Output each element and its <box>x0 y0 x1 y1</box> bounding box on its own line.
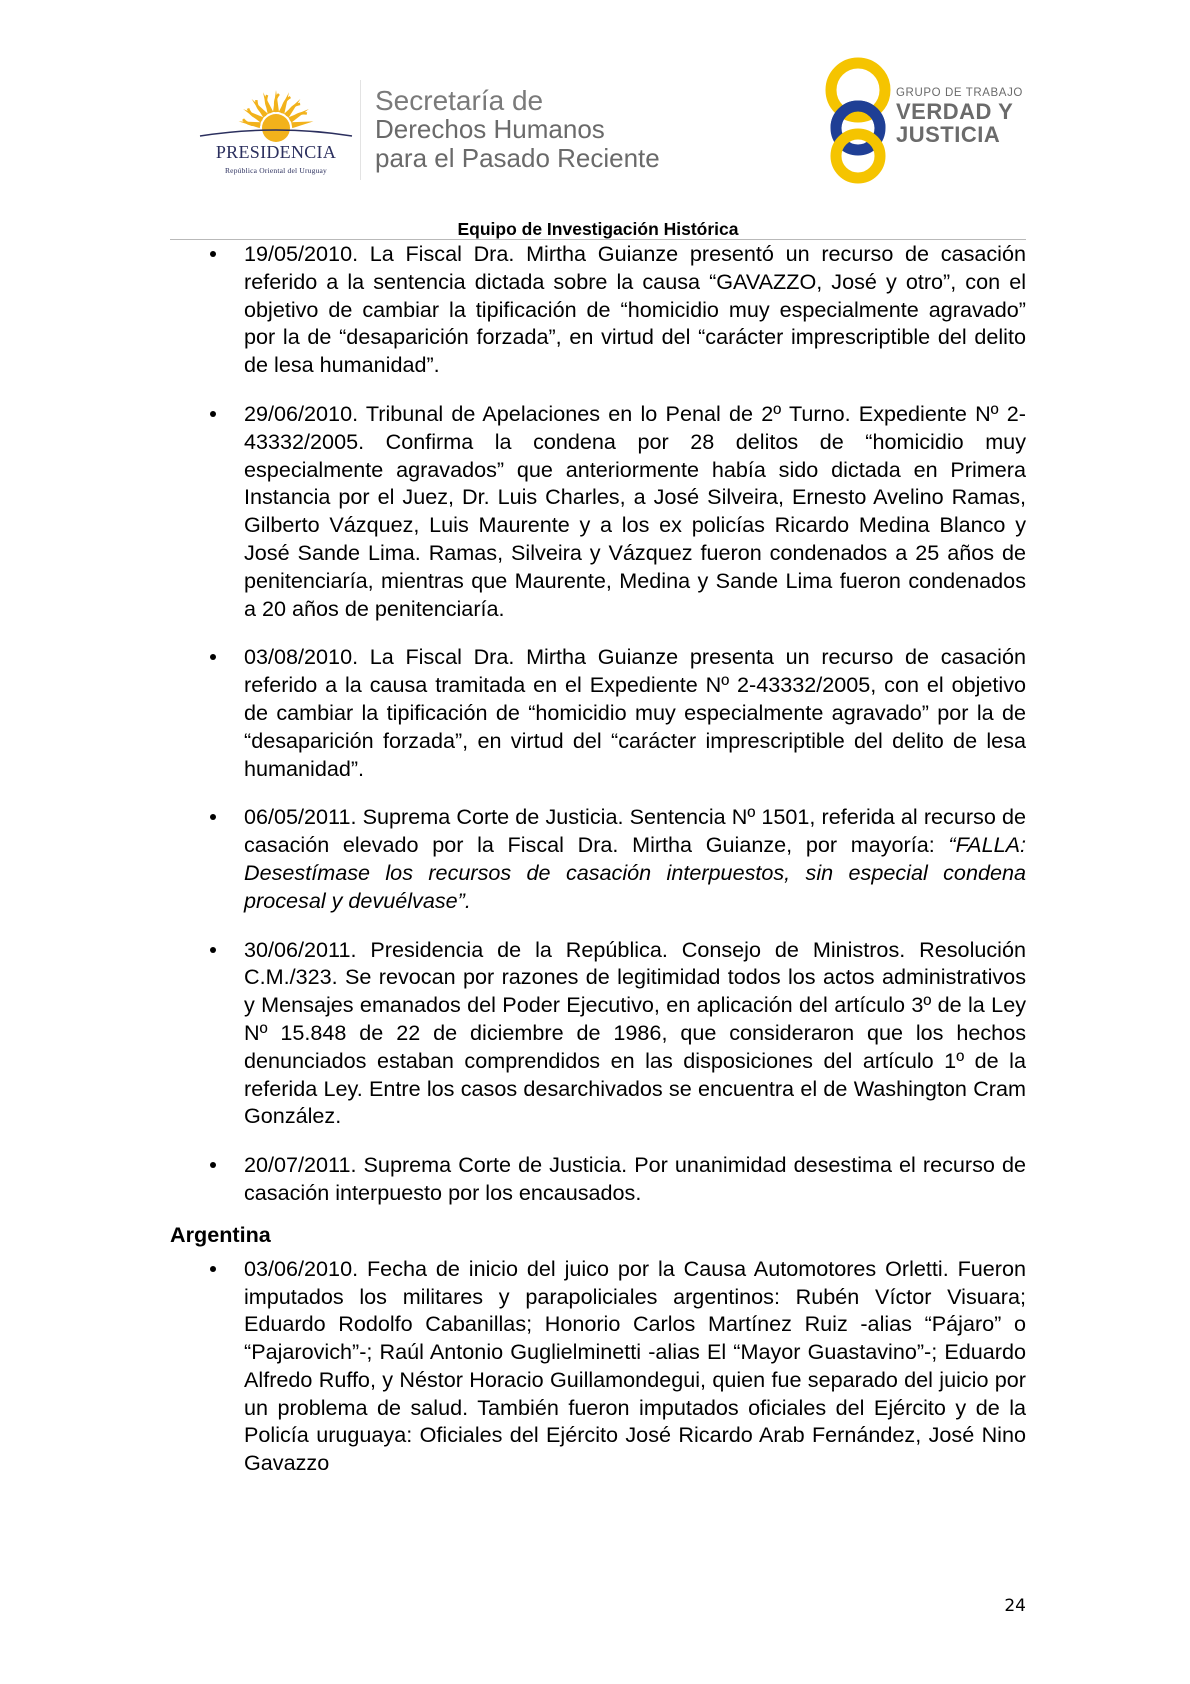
secretaria-line-2: Derechos Humanos <box>375 114 605 144</box>
presidencia-name: PRESIDENCIA <box>215 142 337 162</box>
secretaria-logotype <box>375 86 715 173</box>
justicia-label: JUSTICIA <box>896 122 1001 147</box>
entry-text: 20/07/2011. Suprema Corte de Justicia. Por unanimidad desestima el recurso de casación interpuesto por los encausados. <box>244 1152 1026 1205</box>
list-item <box>170 400 1026 622</box>
grupo-de-trabajo-label: GRUPO DE TRABAJO <box>896 87 1023 99</box>
entry-text: 30/06/2011. Presidencia de la República. Consejo de Ministros. Resolución C.M./323. Se revocan por razones de legitimidad todos los actos administrativos y Mensajes emanados del Poder Ejecutivo, en aplicación del artículo 3º de la Ley Nº 15.848 de 22 de diciembre de 1986, que consideraron que los hechos denunciados estaban comprendidos en las disposiciones del artículo 1º de la referida Ley. Entre los casos desarchivados se encuentra el de Washington Cram González. <box>244 936 1026 1129</box>
bullet-icon <box>210 654 216 660</box>
bullet-icon <box>210 251 216 257</box>
presidencia-logo <box>196 80 356 180</box>
presidencia-subtitle: República Oriental del Uruguay <box>224 166 327 175</box>
entry-text: 19/05/2010. La Fiscal Dra. Mirtha Guianze presentó un recurso de casación referido a la sentencia dictada sobre la causa “GAVAZZO, José y otro”, con el objetivo de cambiar la tipificación de “homicidio muy especialmente agravado” por la de “desaparición forzada”, en virtud del “carácter imprescriptible del delito de lesa humanidad”. <box>244 241 1026 378</box>
page-number: 24 <box>1004 1596 1026 1616</box>
bullet-icon <box>210 947 216 953</box>
grupo-verdad-justicia-text <box>896 86 1036 146</box>
bullet-icon <box>210 814 216 820</box>
bullet-icon <box>210 411 216 417</box>
linked-rings-icon <box>818 56 898 184</box>
secretaria-line-3: para el Pasado Reciente <box>375 143 660 173</box>
page-header <box>0 0 1190 240</box>
list-item <box>170 936 1026 1131</box>
list-item <box>170 643 1026 782</box>
sun-emblem-icon <box>196 80 356 150</box>
grupo-verdad-justicia-logo <box>818 56 1028 184</box>
document-body <box>170 240 1026 1498</box>
header-divider <box>360 80 361 180</box>
secretaria-line-1: Secretaría de <box>375 85 544 116</box>
list-item <box>170 240 1026 379</box>
entry-text: 03/06/2010. Fecha de inicio del juico por la Causa Automotores Orletti. Fueron imputados los militares y parapoliciales argentinos: Rubén Víctor Visuara; Eduardo Rodolfo Cabanillas; Honorio Carlos Martínez Ruiz -alias “Pájaro” o “Pajarovich”-; Raúl Antonio Guglielminetti -alias El “Mayor Guastavino”-; Eduardo Alfredo Ruffo, y Néstor Horacio Guillamondegui, quien fue separado del juicio por un problema de salud. También fueron imputados oficiales del Ejército y de la Policía uruguaya: Oficiales del Ejército José Ricardo Arab Fernández, José Nino Gavazzo <box>244 1255 1026 1476</box>
bullet-icon <box>210 1162 216 1168</box>
bullet-icon <box>210 1266 216 1272</box>
argentina-timeline <box>170 1255 1026 1477</box>
entry-quote: “FALLA: Desestímase los recursos de casación interpuestos, sin especial condena procesal y devuélvase”. <box>244 832 1026 913</box>
list-item <box>170 1151 1026 1207</box>
list-item <box>170 1255 1026 1477</box>
entry-text: 29/06/2010. Tribunal de Apelaciones en lo Penal de 2º Turno. Expediente Nº 2-43332/2005. Confirma la condena por 28 delitos de “homicidio muy especialmente agravados” que anteriormente había sido dictada en Primera Instancia por el Juez, Dr. Luis Charles, a José Silveira, Ernesto Avelino Ramas, Gilberto Vázquez, Luis Maurente y a los ex policías Ricardo Medina Blanco y José Sande Lima. Ramas, Silveira y Vázquez fueron condenados a 25 años de penitenciaría, mientras que Maurente, Medina y Sande Lima fueron condenados a 20 años de penitenciaría. <box>244 400 1026 621</box>
uruguay-timeline <box>170 240 1026 1207</box>
list-item <box>170 803 1026 914</box>
verdad-y-label: VERDAD Y <box>896 99 1014 124</box>
team-title: Equipo de Investigación Histórica <box>457 219 739 239</box>
entry-text: 03/08/2010. La Fiscal Dra. Mirtha Guianze presenta un recurso de casación referido a la causa tramitada en el Expediente Nº 2-43332/2005, con el objetivo de cambiar la tipificación de “homicidio muy especialmente agravado” por la de “desaparición forzada”, en virtud del “carácter imprescriptible del delito de lesa humanidad”. <box>244 644 1026 781</box>
section-heading-argentina: Argentina <box>170 1221 271 1247</box>
entry-text: 06/05/2011. Suprema Corte de Justicia. Sentencia Nº 1501, referida al recurso de casación elevado por la Fiscal Dra. Mirtha Guianze, por mayoría: <box>244 804 1026 858</box>
